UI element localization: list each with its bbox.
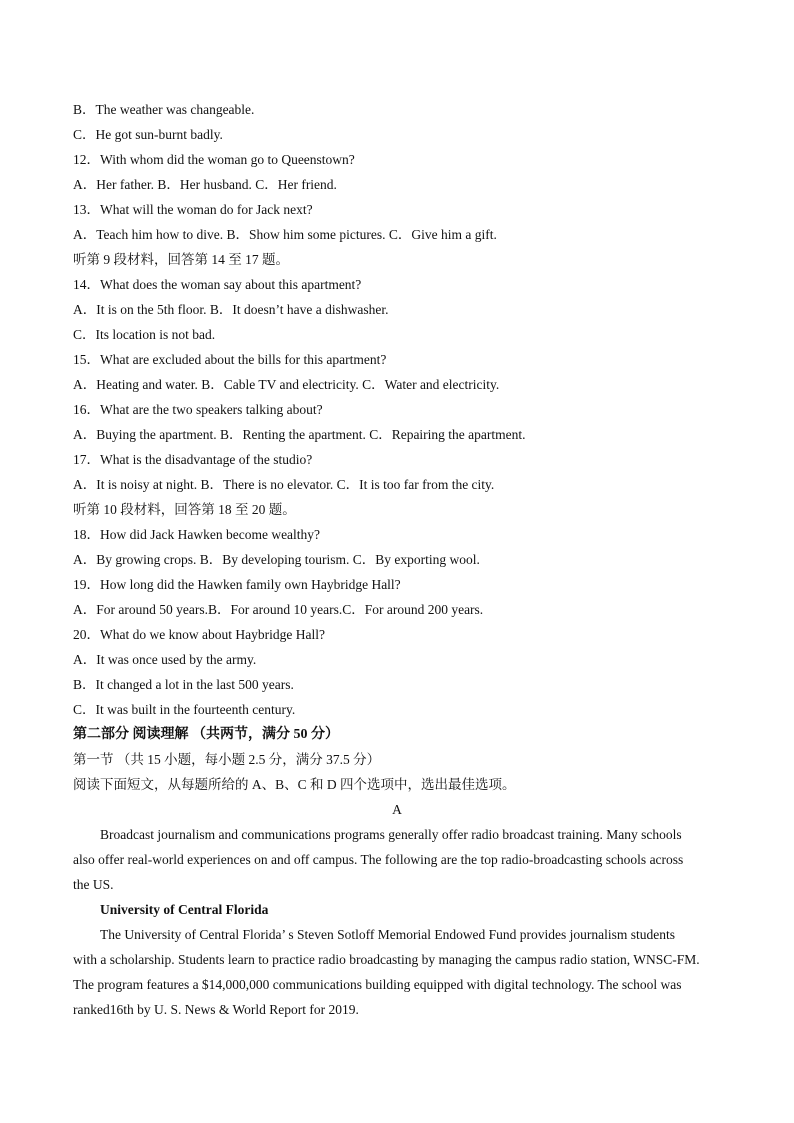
option-line: C．It was built in the fourteenth century. (73, 702, 296, 717)
options-19: A．For around 50 years.B．For around 10 years.C．For around 200 years. (73, 602, 484, 617)
question-15: 15．What are excluded about the bills for this apartment? (73, 352, 387, 367)
option-line: C．He got sun-burnt badly. (73, 127, 223, 142)
option-line: A．It was once used by the army. (73, 652, 257, 667)
question-14: 14．What does the woman say about this apartment? (73, 277, 362, 292)
question-19: 19．How long did the Hawken family own Haybridge Hall? (73, 577, 401, 592)
options-12: A．Her father. B．Her husband. C．Her friend. (73, 177, 337, 192)
options-15: A．Heating and water. B．Cable TV and electricity. C．Water and electricity. (73, 377, 500, 392)
options-17: A．It is noisy at night. B．There is no elevator. C．It is too far from the city. (73, 477, 495, 492)
question-16: 16．What are the two speakers talking about? (73, 402, 323, 417)
section-heading: 第二部分 阅读理解 （共两节，满分 50 分） (73, 727, 339, 742)
question-12: 12．With whom did the woman go to Queenstown? (73, 152, 355, 167)
option-line: B．It changed a lot in the last 500 years. (73, 677, 294, 692)
options-14: A．It is on the 5th floor. B．It doesn’t have a dishwasher. (73, 302, 389, 317)
question-13: 13．What will the woman do for Jack next? (73, 202, 313, 217)
school-text-line: The program features a $14,000,000 communications building equipped with digital technology. The school was (73, 977, 682, 992)
options-18: A．By growing crops. B．By developing tourism. C．By exporting wool. (73, 552, 480, 567)
listening-instruction-9: 听第 9 段材料，回答第 14 至 17 题。 (73, 252, 289, 267)
passage-label: A (392, 802, 402, 817)
question-18: 18．How did Jack Hawken become wealthy? (73, 527, 321, 542)
listening-instruction-10: 听第 10 段材料，回答第 18 至 20 题。 (73, 502, 296, 517)
section-instruction: 阅读下面短文，从每题所给的 A、B、C 和 D 四个选项中，选出最佳选项。 (73, 777, 516, 792)
option-line: C．Its location is not bad. (73, 327, 216, 342)
options-13: A．Teach him how to dive. B．Show him some pictures. C．Give him a gift. (73, 227, 497, 242)
passage-intro-line: Broadcast journalism and communications programs generally offer radio broadcast training. Many schools (100, 827, 682, 842)
question-17: 17．What is the disadvantage of the studio? (73, 452, 313, 467)
school-text-line: with a scholarship. Students learn to practice radio broadcasting by managing the campus radio station, WNSC-FM. (73, 952, 700, 967)
question-20: 20．What do we know about Haybridge Hall? (73, 627, 325, 642)
passage-intro-line: also offer real-world experiences on and off campus. The following are the top radio-broadcasting schools across (73, 852, 684, 867)
option-line: B．The weather was changeable. (73, 102, 255, 117)
section-subheading: 第一节 （共 15 小题，每小题 2.5 分，满分 37.5 分） (73, 752, 381, 767)
school-title: University of Central Florida (100, 902, 269, 917)
options-16: A．Buying the apartment. B．Renting the apartment. C．Repairing the apartment. (73, 427, 526, 442)
school-text-line: The University of Central Florida’ s Steven Sotloff Memorial Endowed Fund provides journalism students (100, 927, 676, 942)
passage-intro-line: the US. (73, 877, 114, 892)
school-text-line: ranked16th by U. S. News & World Report for 2019. (73, 1002, 359, 1017)
